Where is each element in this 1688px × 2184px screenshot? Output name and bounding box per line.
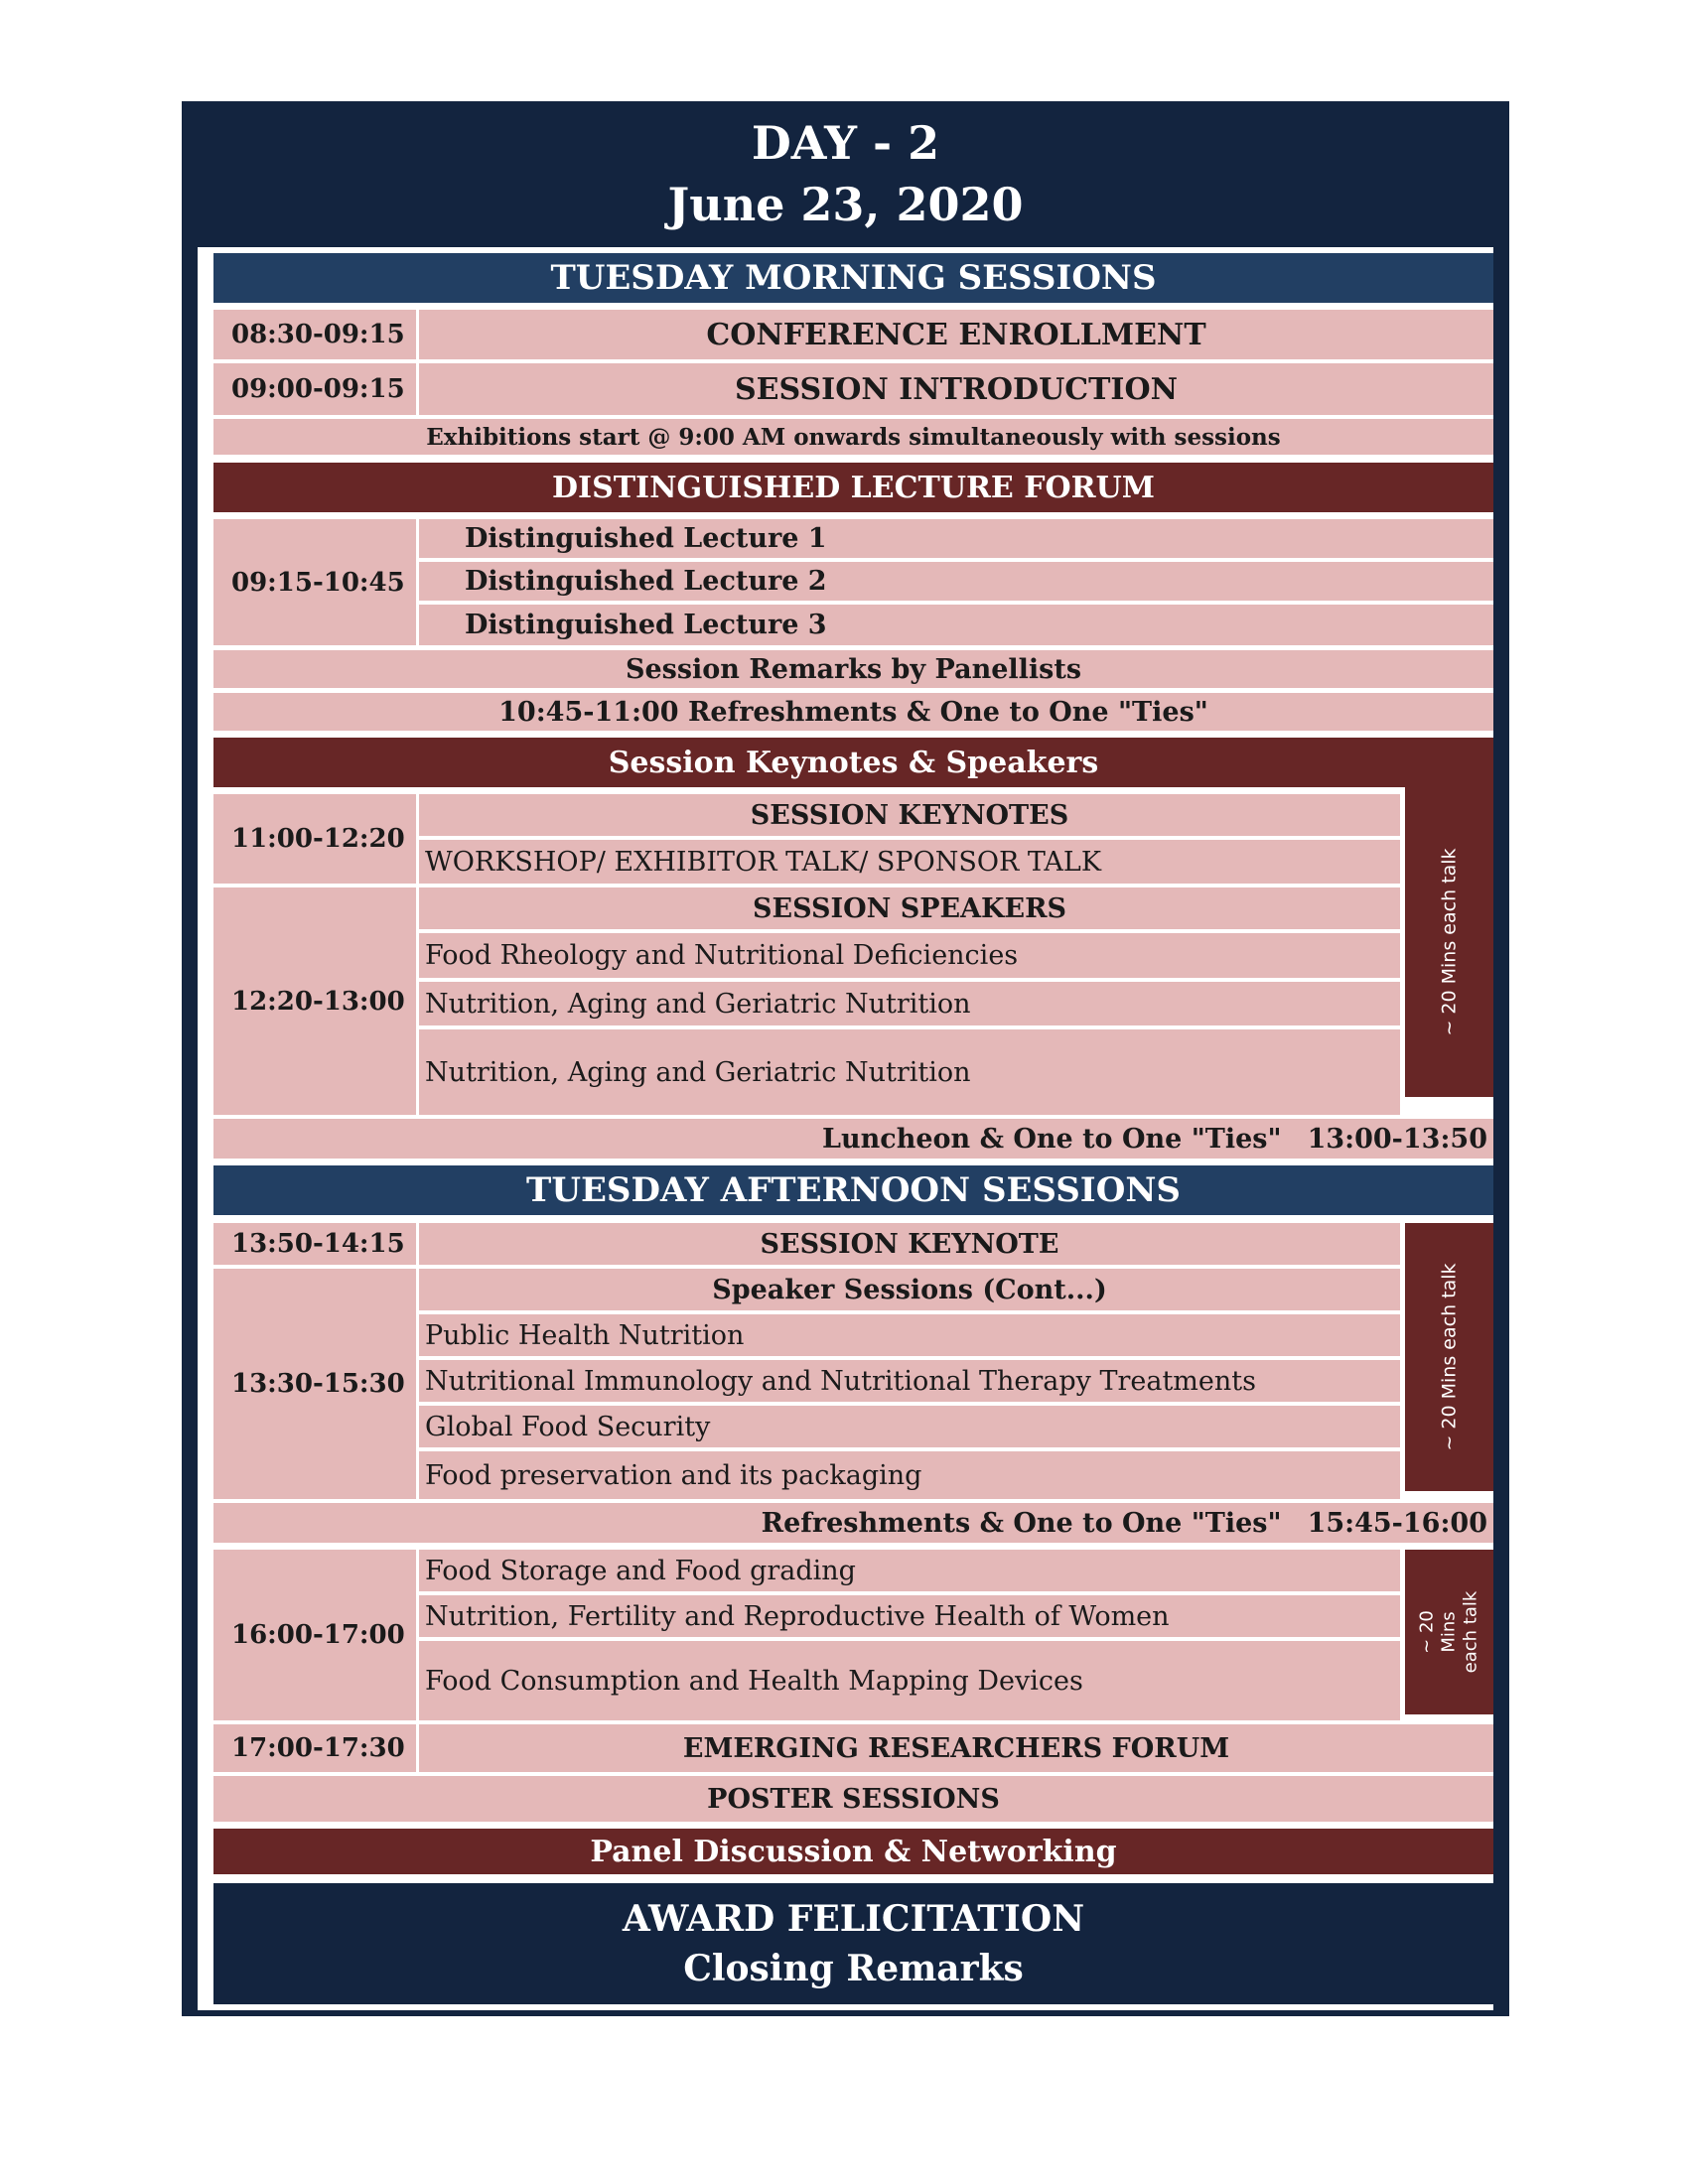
time-label: 16:00-17:00 [231,1620,405,1650]
talk-label: Global Food Security [425,1411,711,1442]
keynote-label: SESSION KEYNOTE [760,1228,1059,1260]
talk-row [419,1451,1400,1499]
forum-refreshments-row [213,693,1493,731]
talk-duration-note [1405,1550,1493,1714]
time-label: 13:30-15:30 [231,1369,405,1399]
introduction-label: SESSION INTRODUCTION [734,371,1179,407]
time-label: 12:20-13:00 [231,986,405,1017]
enrollment-cell [419,310,1493,359]
talk-row [419,1641,1400,1720]
talk-row [419,1029,1400,1115]
time-cell [213,794,416,884]
talk-label: Public Health Nutrition [425,1319,745,1351]
time-cell [213,363,416,415]
enrollment-label: CONFERENCE ENROLLMENT [706,317,1206,352]
date-label: June 23, 2020 [667,178,1024,231]
keynote-row [419,1223,1400,1265]
workshop-row [419,840,1400,884]
remarks-label: Session Remarks by Panellists [625,653,1082,685]
afternoon-refreshments-row [213,1503,1493,1543]
afternoon-title: TUESDAY AFTERNOON SESSIONS [526,1170,1181,1210]
poster-label: POSTER SESSIONS [707,1783,1000,1815]
speakers-label-row [419,887,1400,929]
lecture-row [419,605,1493,645]
panel-label: Panel Discussion & Networking [590,1834,1117,1869]
time-label: 09:00-09:15 [231,374,405,404]
time-label: 13:50-14:15 [231,1229,405,1259]
luncheon-row [213,1119,1493,1159]
talk-duration-note [1405,787,1493,1097]
talk-label: Food Rheology and Nutritional Deficiencies [425,940,1019,971]
luncheon-time: 13:00-13:50 [1307,1123,1487,1155]
morning-title: TUESDAY MORNING SESSIONS [550,258,1157,298]
talk-row [419,1406,1400,1447]
lecture-row [419,519,1493,558]
lecture-label: Distinguished Lecture 1 [465,523,827,554]
talk-row [419,982,1400,1025]
speakers-label: SESSION SPEAKERS [752,892,1067,924]
award-label: AWARD FELICITATION [622,1898,1085,1940]
introduction-cell [419,363,1493,415]
afternoon-refreshments-label: Refreshments & One to One "Ties" [761,1507,1282,1539]
award-block [213,1883,1493,2004]
time-cell [213,1223,416,1265]
time-label: 17:00-17:30 [231,1733,405,1763]
speaker-sessions-label: Speaker Sessions (Cont...) [712,1274,1107,1305]
keynotes-band [213,738,1493,787]
talk-row [419,1550,1400,1591]
time-label: 09:15-10:45 [231,567,405,598]
forum-band [213,463,1493,512]
workshop-label: WORKSHOP/ EXHIBITOR TALK/ SPONSOR TALK [425,846,1102,878]
afternoon-band [213,1165,1493,1215]
day-title [182,113,1509,173]
time-label: 11:00-12:20 [231,824,405,854]
luncheon-label: Luncheon & One to One "Ties" [822,1123,1282,1155]
lecture-row [419,562,1493,601]
talk-label: Nutritional Immunology and Nutritional Therapy Treatments [425,1365,1256,1397]
time-cell [213,1269,416,1499]
erf-label: EMERGING RESEARCHERS FORUM [682,1732,1230,1764]
talk-row [419,933,1400,978]
talk-duration-label: ~ 20 Mins each talk [1438,1263,1461,1451]
talk-label: Food preservation and its packaging [425,1459,922,1491]
time-cell [213,1724,416,1772]
day-label: DAY - 2 [751,116,940,170]
exhibitions-label: Exhibitions start @ 9:00 AM onwards simultaneously with sessions [426,423,1281,451]
time-cell [213,887,416,1115]
panel-band [213,1829,1493,1874]
morning-band [213,253,1493,303]
schedule-body [198,247,1493,2010]
time-label: 08:30-09:15 [231,320,405,349]
talk-duration-note [1405,1223,1493,1491]
talk-label: Nutrition, Aging and Geriatric Nutrition [425,988,971,1020]
talk-label: Nutrition, Aging and Geriatric Nutrition [425,1056,971,1088]
keynotes-title: Session Keynotes & Speakers [608,745,1099,780]
talk-row [419,1595,1400,1637]
talk-row [419,1314,1400,1356]
erf-row [419,1724,1493,1772]
lecture-label: Distinguished Lecture 3 [465,610,827,640]
exhibitions-row [213,419,1493,455]
talk-duration-label: ~ 20 Mins each talk [1416,1590,1481,1674]
talk-duration-label: ~ 20 Mins each talk [1438,848,1461,1036]
talk-label: Nutrition, Fertility and Reproductive Health of Women [425,1600,1170,1632]
time-cell [213,1550,416,1720]
schedule-frame [182,101,1509,2016]
time-cell [213,519,416,645]
talk-row [419,1360,1400,1402]
lecture-label: Distinguished Lecture 2 [465,566,827,597]
keynotes-label-row [419,794,1400,836]
keynotes-label: SESSION KEYNOTES [750,799,1069,831]
date-title [182,175,1509,234]
speaker-sessions-row [419,1269,1400,1310]
poster-row [213,1776,1493,1822]
forum-refreshments-label: 10:45-11:00 Refreshments & One to One "Ties" [498,696,1208,728]
time-cell [213,310,416,359]
talk-label: Food Consumption and Health Mapping Devices [425,1665,1083,1697]
closing-label: Closing Remarks [683,1948,1024,1989]
talk-label: Food Storage and Food grading [425,1555,856,1586]
afternoon-refreshments-time: 15:45-16:00 [1307,1507,1487,1539]
remarks-row [213,650,1493,688]
forum-title: DISTINGUISHED LECTURE FORUM [552,470,1155,505]
